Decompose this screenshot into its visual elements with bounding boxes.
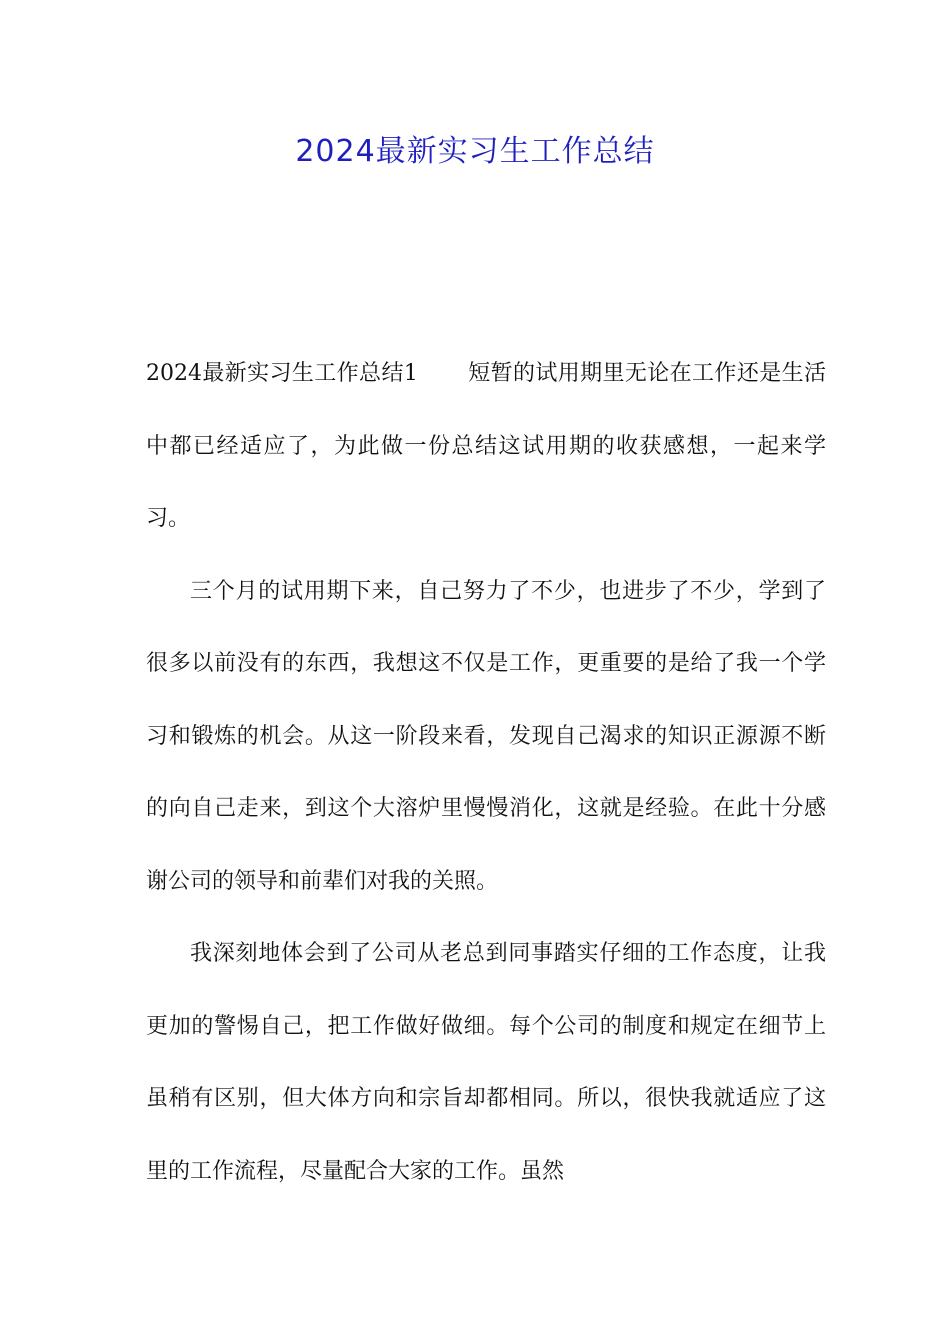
document-body bbox=[146, 338, 826, 1208]
intro-paragraph bbox=[146, 338, 826, 556]
section-intro-text: 短暂的试用期里无论在工作还是生活中都已经适应了，为此做一份总结这试用期的收获感想，一起来学习。 bbox=[146, 361, 826, 531]
page-title: 2024最新实习生工作总结 bbox=[295, 134, 655, 169]
body-paragraph: 三个月的试用期下来，自己努力了不少，也进步了不少，学到了很多以前没有的东西，我想这不仅是工作，更重要的是给了我一个学习和锻炼的机会。从这一阶段来看，发现自己渴求的知识正源源不断的向自己走来，到这个大溶炉里慢慢消化，这就是经验。在此十分感谢公司的领导和前辈们对我的关照。 bbox=[146, 578, 826, 894]
section-heading: 2024最新实习生工作总结1 bbox=[146, 361, 418, 386]
body-paragraph: 我深刻地体会到了公司从老总到同事踏实仔细的工作态度，让我更加的警惕自己，把工作做好做细。每个公司的制度和规定在细节上虽稍有区别，但大体方向和宗旨却都相同。所以，很快我就适应了这里的工作流程，尽量配合大家的工作。虽然 bbox=[146, 941, 826, 1184]
